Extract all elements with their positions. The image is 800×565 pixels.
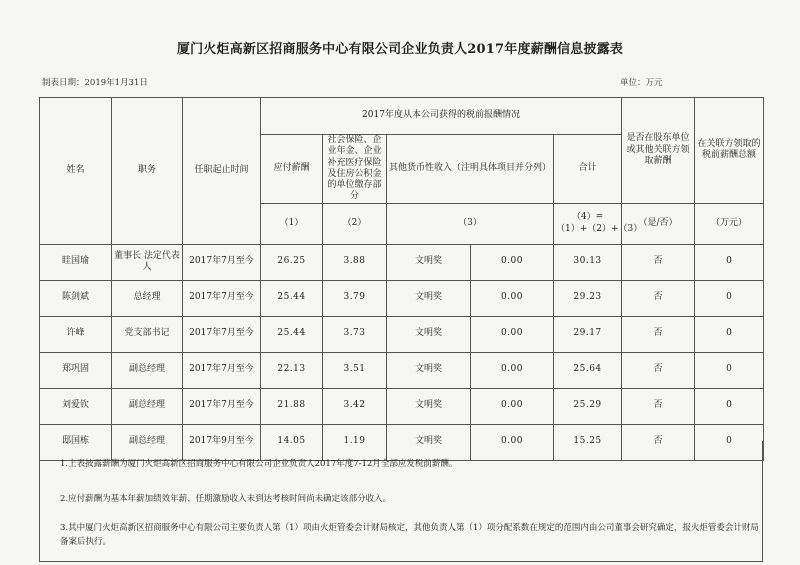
header-shareholder: 是否在股东单位或其他关联方领取薪酬 (622, 98, 695, 204)
cell-name: 眭国瑜 (40, 244, 112, 280)
cell-social: 3.73 (323, 316, 387, 352)
header-term: 任职起止时间 (183, 98, 261, 245)
code-other: （3） (387, 203, 554, 244)
cell-other-item: 文明奖 (387, 280, 471, 316)
cell-name: 陈剑斌 (40, 280, 112, 316)
unit-label: 单位：万元 (620, 78, 663, 88)
note-1: 1.上表披露薪酬为厦门火炬高新区招商服务中心有限公司企业负责人2017年度7-12月全部应发税前薪酬。 (60, 459, 458, 469)
header-name: 姓名 (40, 98, 112, 245)
salary-table (39, 97, 764, 461)
header-total: 合计 (554, 135, 622, 204)
cell-other-value: 0.00 (471, 388, 554, 424)
cell-related: 0 (695, 388, 764, 424)
cell-other-item: 文明奖 (387, 316, 471, 352)
cell-term: 2017年9月至今 (183, 424, 261, 460)
header-salary: 应付薪酬 (261, 135, 323, 204)
cell-name: 郑巩固 (40, 352, 112, 388)
cell-social: 3.79 (323, 280, 387, 316)
header-other: 其他货币性收入（注明具体项目并分列） (387, 135, 554, 204)
cell-shareholder: 否 (622, 388, 695, 424)
note-3: 3.其中厦门火炬高新区招商服务中心有限公司主要负责人第（1）项由火炬管委会计财局核定，其他负责人第（1）项分配系数在规定的范围内由公司董事会研究确定，报火炬管委会计财局备案后执行。 (60, 523, 759, 547)
cell-position: 副总经理 (112, 424, 183, 460)
cell-related: 0 (695, 424, 764, 460)
cell-term: 2017年7月至今 (183, 244, 261, 280)
cell-term: 2017年7月至今 (183, 280, 261, 316)
cell-position: 副总经理 (112, 352, 183, 388)
table-row (40, 280, 764, 316)
cell-position: 党支部书记 (112, 316, 183, 352)
cell-term: 2017年7月至今 (183, 388, 261, 424)
notes-box (39, 441, 763, 562)
cell-related: 0 (695, 316, 764, 352)
cell-total: 30.13 (554, 244, 622, 280)
cell-other-item: 文明奖 (387, 424, 471, 460)
cell-term: 2017年7月至今 (183, 352, 261, 388)
cell-total: 29.23 (554, 280, 622, 316)
table-row (40, 244, 764, 280)
note-2: 2.应付薪酬为基本年薪加绩效年薪、任期激励收入未到达考核时间尚未确定该部分收入。 (60, 494, 392, 504)
cell-shareholder: 否 (622, 352, 695, 388)
header-related: 在关联方领取的税前薪酬总额 (695, 98, 764, 204)
cell-other-item: 文明奖 (387, 352, 471, 388)
cell-total: 29.17 (554, 316, 622, 352)
header-social: 社会保险、企业年金、企业补充医疗保险及住房公积金的单位缴存部分 (323, 135, 387, 204)
cell-social: 3.51 (323, 352, 387, 388)
code-yesno: （是/否） (622, 203, 695, 244)
cell-other-item: 文明奖 (387, 244, 471, 280)
cell-position: 副总经理 (112, 388, 183, 424)
header-position: 职务 (112, 98, 183, 245)
cell-social: 1.19 (323, 424, 387, 460)
cell-other-value: 0.00 (471, 424, 554, 460)
cell-term: 2017年7月至今 (183, 316, 261, 352)
cell-position: 总经理 (112, 280, 183, 316)
cell-shareholder: 否 (622, 280, 695, 316)
cell-name: 邸国栋 (40, 424, 112, 460)
code-social: （2） (323, 203, 387, 244)
made-date: 制表日期：2019年1月31日 (42, 78, 148, 88)
header-row-1 (40, 98, 764, 135)
cell-salary: 22.13 (261, 352, 323, 388)
document-title: 厦门火炬高新区招商服务中心有限公司企业负责人2017年度薪酬信息披露表 (176, 42, 624, 57)
cell-position: 董事长 法定代表人 (112, 244, 183, 280)
cell-salary: 25.44 (261, 316, 323, 352)
cell-related: 0 (695, 244, 764, 280)
cell-shareholder: 否 (622, 316, 695, 352)
cell-other-value: 0.00 (471, 244, 554, 280)
cell-social: 3.88 (323, 244, 387, 280)
cell-salary: 21.88 (261, 388, 323, 424)
cell-other-value: 0.00 (471, 316, 554, 352)
cell-total: 25.64 (554, 352, 622, 388)
cell-other-item: 文明奖 (387, 388, 471, 424)
cell-related: 0 (695, 352, 764, 388)
cell-shareholder: 否 (622, 424, 695, 460)
cell-shareholder: 否 (622, 244, 695, 280)
cell-name: 刘爱钦 (40, 388, 112, 424)
cell-other-value: 0.00 (471, 280, 554, 316)
cell-social: 3.42 (323, 388, 387, 424)
cell-salary: 26.25 (261, 244, 323, 280)
header-group: 2017年度从本公司获得的税前报酬情况 (261, 98, 622, 135)
code-unit: （万元） (695, 203, 764, 244)
cell-salary: 14.05 (261, 424, 323, 460)
code-salary: （1） (261, 203, 323, 244)
cell-other-value: 0.00 (471, 352, 554, 388)
cell-name: 许峰 (40, 316, 112, 352)
table-row (40, 388, 764, 424)
cell-total: 25.29 (554, 388, 622, 424)
cell-total: 15.25 (554, 424, 622, 460)
table-row (40, 352, 764, 388)
cell-related: 0 (695, 280, 764, 316)
cell-salary: 25.44 (261, 280, 323, 316)
table-row (40, 316, 764, 352)
code-total: （4）=（1）+（2）+（3） (554, 203, 622, 244)
